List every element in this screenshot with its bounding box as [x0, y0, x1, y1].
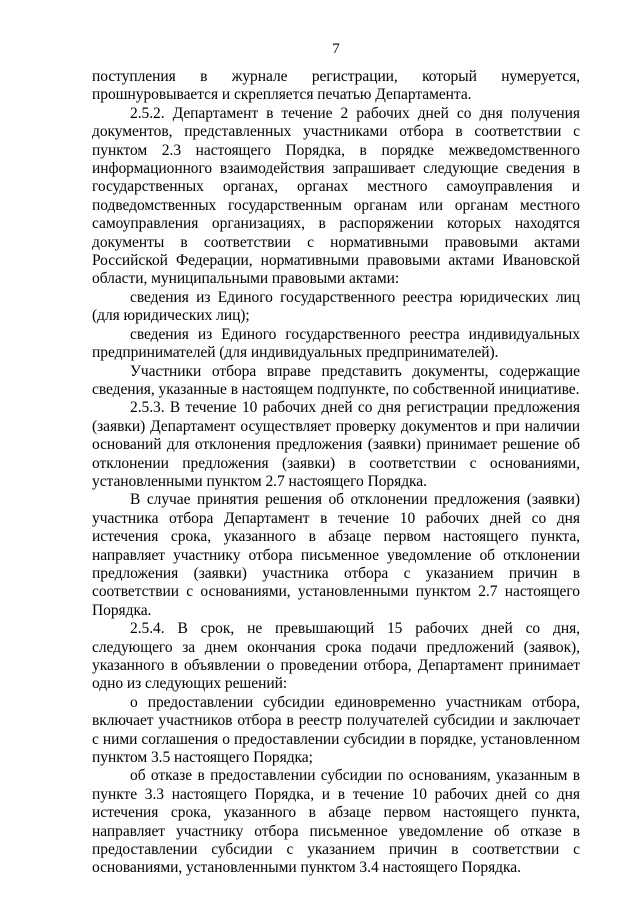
paragraph: о предоставлении субсидии единовременно участникам отбора, включает участников отбора в реестр получателей субсидии и заключает с ними соглашения о предоставлении субсидии в порядке, установленном пунктом 3.5 настоящего Порядка;: [92, 693, 580, 767]
paragraph: сведения из Единого государственного реестра индивидуальных предпринимателей (для индивидуальных предпринимателей).: [92, 325, 580, 362]
document-body: [92, 68, 580, 878]
paragraph: Участники отбора вправе представить документы, содержащие сведения, указанные в настоящем подпункте, по собственной инициативе.: [92, 362, 580, 398]
paragraph: поступления в журнале регистрации, который нумеруется, прошнуровывается и скрепляется печатью Департамента.: [92, 68, 580, 104]
paragraph: сведения из Единого государственного реестра юридических лиц (для юридических лиц);: [92, 288, 580, 325]
page-number: 7: [332, 41, 340, 57]
paragraph: об отказе в предоставлении субсидии по основаниям, указанным в пункте 3.3 настоящего Порядка, и в течение 10 рабочих дней со дня истечения срока, указанного в абзаце первом настоящего пункта, направляет участнику отбора письменное уведомление об отказе в предоставлении субсидии с указанием причин в соответствии с основаниями, установленными пунктом 3.4 настоящего Порядка.: [92, 767, 580, 877]
paragraph: 2.5.4. В срок, не превышающий 15 рабочих дней со дня, следующего за днем окончания срока подачи предложений (заявок), указанного в объявлении о проведении отбора, Департамент принимает одно из следующих решений:: [92, 620, 580, 693]
paragraph: 2.5.3. В течение 10 рабочих дней со дня регистрации предложения (заявки) Департамент осуществляет проверку документов и при наличии оснований для отклонения предложения (заявки) принимает решение об отклонении предложения (заявки) в соответствии с основаниями, установленными пунктом 2.7 настоящего Порядка.: [92, 399, 580, 490]
paragraph: 2.5.2. Департамент в течение 2 рабочих дней со дня получения документов, представленных участниками отбора в соответствии с пунктом 2.3 настоящего Порядка, в порядке межведомственного информационного взаимодействия запрашивает следующие сведения в государственных органах, органах местного самоуправления и подведомственных государственным органам или органам местного самоуправления организациях, в распоряжении которых находятся документы в соответствии с нормативными правовыми актами Российской Федерации, нормативными правовыми актами Ивановской области, муниципальными правовыми актами:: [92, 104, 580, 288]
paragraph: В случае принятия решения об отклонении предложения (заявки) участника отбора Департамент в течение 10 рабочих дней со дня истечения срока, указанного в абзаце первом настоящего пункта, направляет участнику отбора письменное уведомление об отклонении предложения (заявки) участника отбора с указанием причин в соответствии с основаниями, установленными пунктом 2.7 настоящего Порядка.: [92, 491, 580, 619]
